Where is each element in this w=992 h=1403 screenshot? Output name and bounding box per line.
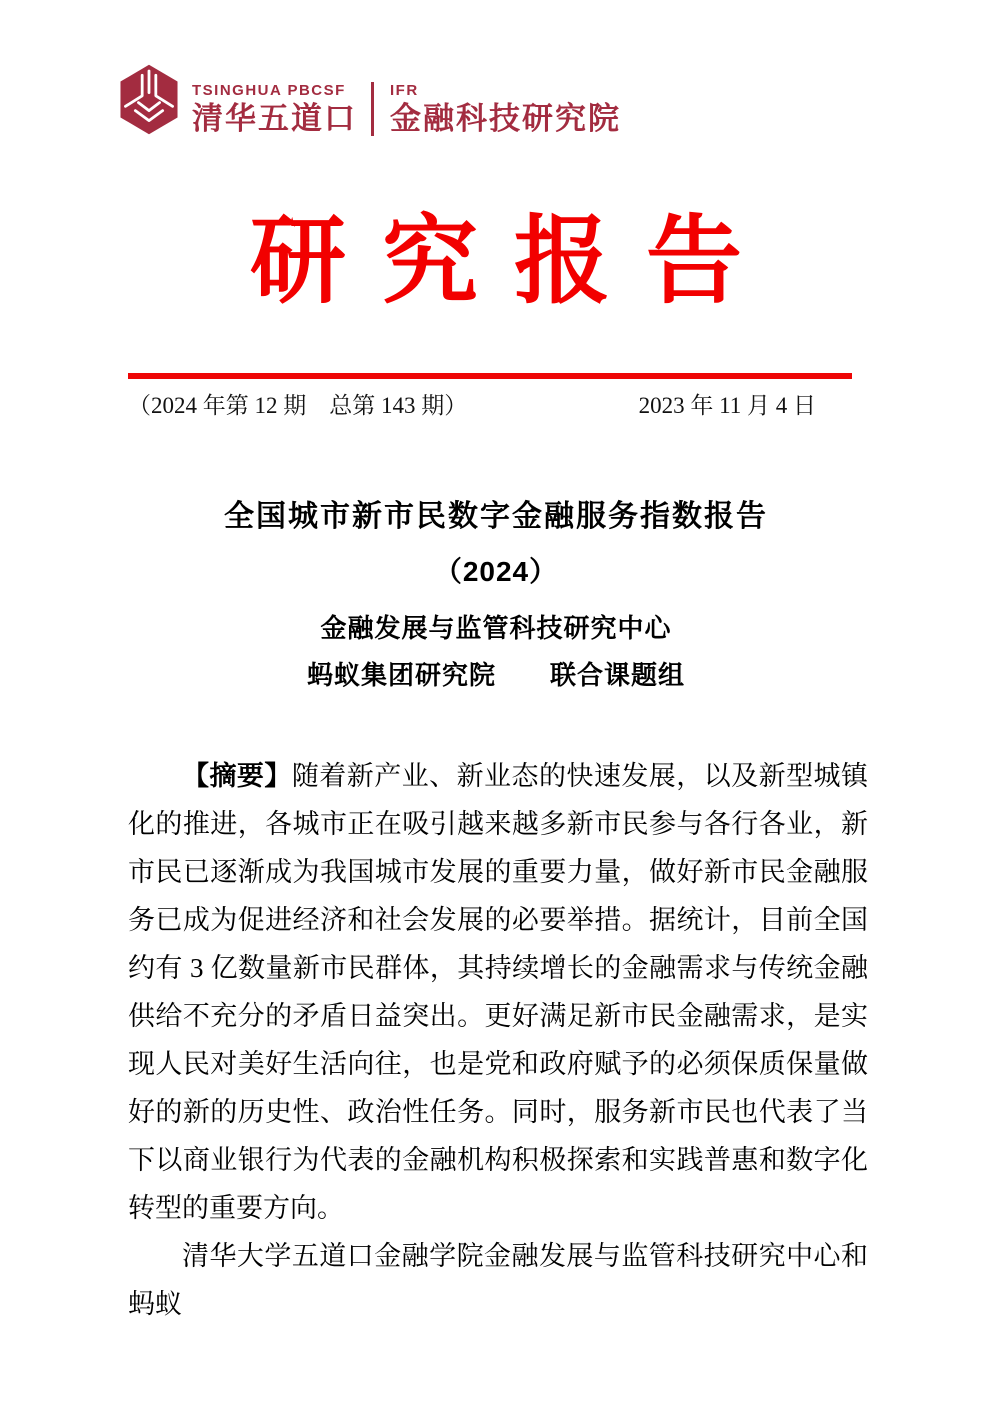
document-year: （2024） [433,556,559,587]
abstract-label: 【摘要】 [182,761,292,791]
logo-institute-block [390,82,621,137]
opening-paragraph: 清华大学五道口金融学院金融发展与监管科技研究中心和蚂蚁 [128,1241,868,1319]
masthead-report-type: 研究报告 [250,208,778,315]
logo-org-en: TSINGHUA PBCSF [192,82,346,99]
logo-org-cn: 清华五道口 [192,101,357,136]
publication-date: 2023 年 11 月 4 日 [638,393,816,418]
logo-institute-en: IFR [390,82,419,99]
body-text-block [128,752,868,1328]
logo-org-block [192,82,357,137]
logo-divider [371,82,374,136]
abstract-text: 随着新产业、新业态的快速发展，以及新型城镇化的推进，各城市正在吸引越来越多新市民参与各行各业，新市民已逐渐成为我国城市发展的重要力量，做好新市民金融服务已成为促进经济和社会发展的必要举措。据统计，目前全国约有 3 亿数量新市民群体，其持续增长的金融需求与传统金融供给不充分的矛盾日益突出。更好满足新市民金融需求，是实现人民对美好生活向往，也是党和政府赋予的必须保质保量做好的新的历史性、政治性任务。同时，服务新市民也代表了当下以商业银行为代表的金融机构积极探索和实践普惠和数字化转型的重要方向。 [128,761,869,1223]
logo-institute-cn: 金融科技研究院 [390,101,621,136]
institution-logo [118,62,621,137]
document-title: 全国城市新市民数字金融服务指数报告 [224,500,768,533]
red-divider-rule [128,373,852,379]
abstract-paragraph [128,752,868,1232]
issue-date-row [128,390,852,422]
tsinghua-pbcsf-hexagon-icon [118,62,180,137]
author-line-2: 蚂蚁集团研究院 联合课题组 [306,660,685,690]
author-line-1: 金融发展与监管科技研究中心 [320,613,672,643]
issue-number: （2024 年第 12 期 总第 143 期） [128,393,468,418]
